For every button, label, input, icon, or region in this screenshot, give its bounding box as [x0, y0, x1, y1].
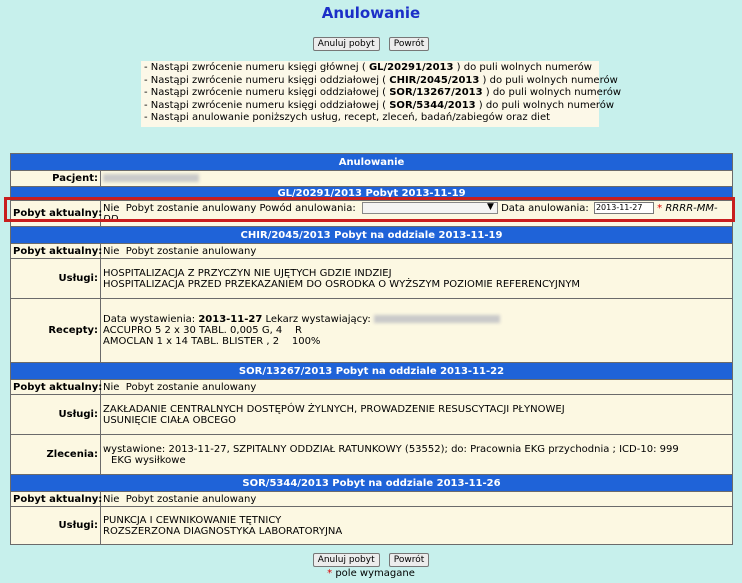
- prescription-item: ACCUPRO 5 2 x 30 TABL. 0,005 G, 4 R: [103, 325, 302, 336]
- sor2-services: [101, 507, 733, 545]
- required-legend: * pole wymagane: [327, 568, 415, 579]
- cancel-stay-button-top[interactable]: Anuluj pobyt: [313, 37, 380, 51]
- required-mark: *: [657, 203, 663, 214]
- bottom-button-row: [0, 553, 742, 567]
- cancellation-table: [10, 153, 733, 545]
- sor2-services-label: Usługi:: [11, 507, 101, 545]
- chevron-down-icon: ▼: [486, 202, 494, 212]
- prescription-header: Data wystawienia: 2013-11-27 Lekarz wystawiający:: [103, 314, 730, 325]
- patient-label: Pacjent:: [11, 171, 101, 187]
- section-header-gl: GL/20291/2013 Pobyt 2013-11-19: [11, 187, 733, 201]
- patient-name-redacted: [103, 174, 199, 182]
- sor1-orders-label: Zlecenia:: [11, 435, 101, 475]
- sor1-stay-row: Nie Pobyt zostanie anulowany: [101, 380, 733, 395]
- order-item: EKG wysiłkowe: [111, 454, 186, 466]
- note-line: - Nastąpi zwrócenie numeru księgi głównej ( GL/20291/2013 ) do puli wolnych numerów: [144, 62, 592, 73]
- sor2-stay-label: Pobyt aktualny:: [11, 492, 101, 507]
- table-header: Anulowanie: [11, 154, 733, 171]
- note-line: - Nastąpi zwrócenie numeru księgi oddziałowej ( SOR/13267/2013 ) do puli wolnych numerów: [144, 87, 622, 99]
- chir-prescriptions-label: Recepty:: [11, 299, 101, 363]
- service-item: ZAKŁADANIE CENTRALNYCH DOSTĘPÓW ŻYLNYCH, PROWADZENIE RESUSCYTACJI PŁYNOWEJ: [103, 403, 565, 415]
- chir-stay-row: Nie Pobyt zostanie anulowany: [101, 244, 733, 259]
- section-header-sor1: SOR/13267/2013 Pobyt na oddziale 2013-11-22: [11, 363, 733, 380]
- cancel-stay-button-bottom[interactable]: Anuluj pobyt: [313, 553, 380, 567]
- chir-services-label: Usługi:: [11, 259, 101, 299]
- date-format-hint: RRRR-MM-DD: [103, 203, 718, 225]
- sor1-services: [101, 395, 733, 435]
- note-line: - Nastąpi zwrócenie numeru księgi oddziałowej ( SOR/5344/2013 ) do puli wolnych numerów: [144, 99, 615, 111]
- service-item: HOSPITALIZACJA Z PRZYCZYN NIE UJĘTYCH GDZIE INDZIEJ: [103, 267, 392, 279]
- page-title: Anulowanie: [321, 4, 421, 22]
- sor1-orders: [101, 435, 733, 475]
- chir-services: [101, 259, 733, 299]
- sor1-stay-label: Pobyt aktualny:: [11, 380, 101, 395]
- section-header-chir: CHIR/2045/2013 Pobyt na oddziale 2013-11-19: [11, 227, 733, 244]
- service-item: USUNIĘCIE CIAŁA OBCEGO: [103, 414, 237, 426]
- service-item: PUNKCJA I CEWNIKOWANIE TĘTNICY: [103, 514, 282, 526]
- back-button-top[interactable]: Powrót: [389, 37, 430, 51]
- doctor-name-redacted: [374, 315, 500, 323]
- info-notes: [141, 61, 622, 127]
- chir-stay-label: Pobyt aktualny:: [11, 244, 101, 259]
- patient-value: [101, 171, 733, 187]
- gl-stay-label: Pobyt aktualny:: [11, 201, 101, 227]
- chir-prescriptions: [101, 299, 733, 363]
- note-line: - Nastąpi anulowanie poniższych usług, recept, zleceń, badań/zabiegów oraz diet: [144, 112, 551, 124]
- back-button-bottom[interactable]: Powrót: [389, 553, 430, 567]
- cancel-date-input[interactable]: 2013-11-27: [594, 202, 654, 214]
- service-item: ROZSZERZONA DIAGNOSTYKA LABORATORYJNA: [103, 525, 343, 537]
- sor1-services-label: Usługi:: [11, 395, 101, 435]
- section-header-sor2: SOR/5344/2013 Pobyt na oddziale 2013-11-26: [11, 475, 733, 492]
- sor2-stay-row: Nie Pobyt zostanie anulowany: [101, 492, 733, 507]
- order-item: wystawione: 2013-11-27, SZPITALNY ODDZIAŁ RATUNKOWY (53552); do: Pracownia EKG przychodnia ; ICD-10: 999: [103, 443, 679, 455]
- gl-stay-row: Nie Pobyt zostanie anulowany Powód anulowania: ▼ Data anulowania: 2013-11-27 * RRRR-MM-DD: [101, 201, 733, 227]
- top-button-row: [0, 37, 742, 51]
- prescription-item: AMOCLAN 1 x 14 TABL. BLISTER , 2 100%: [103, 336, 321, 347]
- cancel-reason-select[interactable]: [362, 202, 498, 214]
- service-item: HOSPITALIZACJA PRZED PRZEKAZANIEM DO OSRODKA O WYŻSZYM POZIOMIE REFERENCYJNYM: [103, 278, 581, 290]
- note-line: - Nastąpi zwrócenie numeru księgi oddziałowej ( CHIR/2045/2013 ) do puli wolnych numerów: [144, 74, 618, 86]
